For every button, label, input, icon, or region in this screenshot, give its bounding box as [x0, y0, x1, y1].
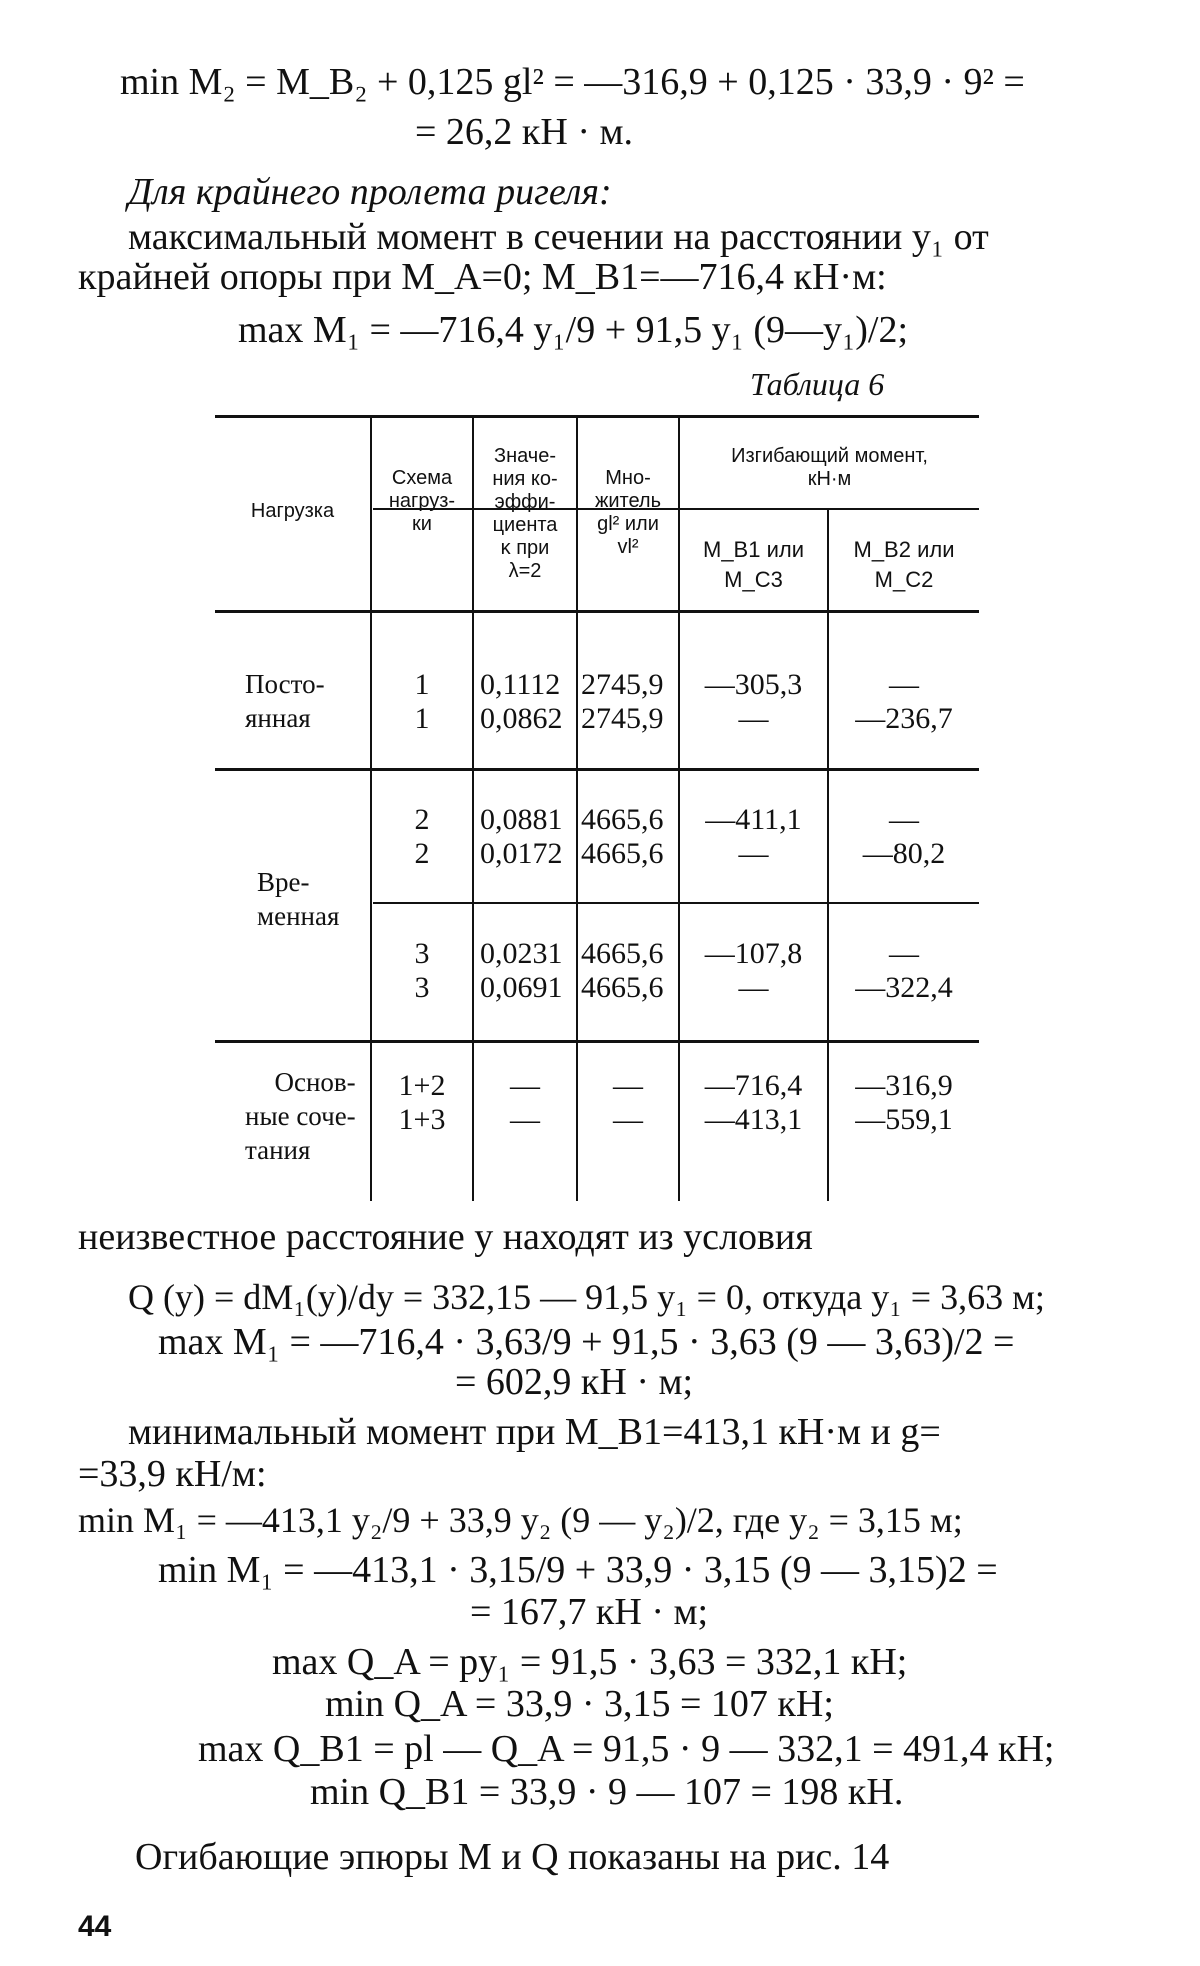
table-rule — [215, 768, 979, 771]
page-number: 44 — [78, 1910, 112, 1943]
header-bending-moment: Изгибающий момент, кН·м — [731, 445, 928, 490]
formula-min-qb1: min Q_B1 = 33,9 · 9 — 107 = 198 кН. — [310, 1771, 904, 1813]
formula-min-m1-result: = 167,7 кН · м; — [470, 1591, 709, 1633]
formula-max-m1-result: = 602,9 кН · м; — [455, 1361, 694, 1403]
group-constant: Посто- янная — [245, 669, 325, 733]
paragraph-line: Огибающие эпюры M и Q показаны на рис. 14 — [135, 1836, 890, 1878]
formula-max-qa: max Q_A = py₁ = 91,5 · 3,63 = 332,1 кН; — [272, 1641, 908, 1683]
formula-max-m1: max M₁ = —716,4 y₁/9 + 91,5 y₁ (9—y₁)/2; — [238, 309, 909, 351]
paragraph-line: минимальный момент при M_B1=413,1 кН·м и g= — [128, 1411, 941, 1453]
paragraph-line: =33,9 кН/м: — [78, 1453, 267, 1495]
formula-max-qb1: max Q_B1 = pl — Q_A = 91,5 · 9 — 332,1 = 491,4 кН; — [198, 1728, 1055, 1770]
formula-min-m2: min M₂ = M_B₂ + 0,125 gl² = —316,9 + 0,125 · 33,9 · 9² = — [120, 61, 1025, 103]
moment-table: Нагрузка Схема нагруз- ки Значе- ния ко- эффи- циента κ при λ=2 Мно- житель gl² или vl² Изгибающий момент, кН·м M_B1 или M_C3 M_B2 или M_C2 Посто- янная Вре- менная Основ- ные соче- тания 1 0,1112 2745,9 —305,3 — 1 0,0862 2745,9 — —236,7 2 0,0881 4665,6 —411,1 — 2 0,0172 4665,6 — —80,2 3 0,0231 4665,6 —107,8 — 3 0,0691 4665,6 — —322,4 1+2 — — —716,4 —316,9 1+3 — — —413,1 —559,1 — [215, 415, 979, 1201]
table-rule — [215, 1040, 979, 1043]
formula-min-m1-value: min M₁ = —413,1 · 3,15/9 + 33,9 · 3,15 (9 — 3,15)2 = — [158, 1549, 998, 1591]
header-coefficient: Значе- ния ко- эффи- циента κ при λ=2 — [492, 445, 558, 582]
header-multiplier: Мно- житель gl² или vl² — [594, 467, 662, 558]
formula-max-m1-value: max M₁ = —716,4 · 3,63/9 + 91,5 · 3,63 (9 — 3,63)/2 = — [158, 1321, 1015, 1363]
table-rule-temporary — [373, 902, 979, 904]
group-basic-combinations: Основ- ные соче- тания — [245, 1067, 356, 1165]
header-mb1: M_B1 или M_C3 — [703, 537, 804, 592]
paragraph-line: крайней опоры при M_A=0; M_B1=—716,4 кН·м: — [78, 256, 887, 298]
header-mb2: M_B2 или M_C2 — [853, 537, 955, 592]
header-load: Нагрузка — [250, 500, 335, 522]
paragraph-line: максимальный момент в сечении на расстоянии y₁ от — [128, 216, 989, 258]
formula-min-m2-result: = 26,2 кН · м. — [415, 111, 634, 153]
paragraph-line: неизвестное расстояние y находят из условия — [78, 1216, 813, 1258]
formula-min-qa: min Q_A = 33,9 · 3,15 = 107 кН; — [325, 1683, 834, 1725]
formula-shear-condition: Q (y) = dM₁(y)/dy = 332,15 — 91,5 y₁ = 0, откуда y₁ = 3,63 м; — [128, 1277, 1045, 1317]
table-rule-header — [215, 610, 979, 613]
table-rule-top — [215, 415, 979, 418]
group-temporary: Вре- менная — [257, 867, 340, 931]
header-scheme: Схема нагруз- ки — [388, 467, 456, 535]
section-heading: Для крайнего пролета ригеля: — [128, 171, 612, 213]
table-caption: Таблица 6 — [750, 366, 885, 402]
formula-min-m1: min M₁ = —413,1 y₂/9 + 33,9 y₂ (9 — y₂)/2, где y₂ = 3,15 м; — [78, 1500, 963, 1540]
